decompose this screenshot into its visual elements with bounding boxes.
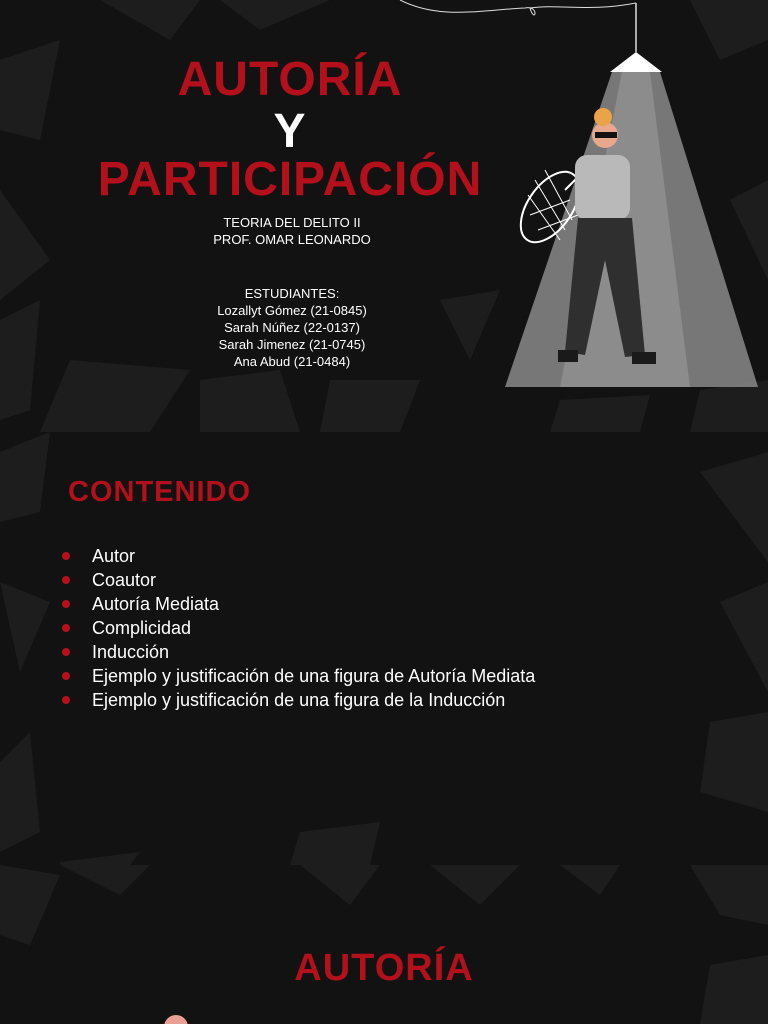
bullet-icon <box>62 552 70 560</box>
bullet-icon <box>62 624 70 632</box>
autoria-slide <box>0 865 768 1024</box>
bullet-icon <box>62 648 70 656</box>
students-heading: ESTUDIANTES: <box>244 286 340 301</box>
background-shapes <box>0 865 768 1024</box>
student-name: Lozallyt Gómez (21-0845) <box>217 303 367 318</box>
bullet-icon <box>62 696 70 704</box>
contents-slide <box>0 432 768 865</box>
professor-name: PROF. OMAR LEONARDO <box>213 232 371 247</box>
student-name: Sarah Núñez (22-0137) <box>224 320 360 335</box>
list-item: Autor <box>62 544 535 568</box>
course-name: TEORIA DEL DELITO II <box>223 215 361 230</box>
list-item: Inducción <box>62 640 535 664</box>
list-item: Coautor <box>62 568 535 592</box>
title-slide <box>0 0 768 432</box>
list-item: Ejemplo y justificación de una figura de la Inducción <box>62 688 535 712</box>
students-block <box>142 285 442 370</box>
bullet-icon <box>62 576 70 584</box>
contents-heading: CONTENIDO <box>68 476 251 508</box>
title-line-participacion: PARTICIPACIÓN <box>97 153 483 206</box>
course-info <box>142 214 442 248</box>
student-name: Sarah Jimenez (21-0745) <box>218 337 366 352</box>
bullet-icon <box>62 600 70 608</box>
bullet-icon <box>62 672 70 680</box>
contents-list <box>62 544 535 712</box>
title-line-autoria: AUTORÍA <box>177 53 403 106</box>
student-name: Ana Abud (21-0484) <box>233 354 351 369</box>
section-heading: AUTORÍA <box>294 947 474 989</box>
list-item: Autoría Mediata <box>62 592 535 616</box>
list-item: Ejemplo y justificación de una figura de Autoría Mediata <box>62 664 535 688</box>
title-line-y: Y <box>273 105 307 158</box>
list-item: Complicidad <box>62 616 535 640</box>
